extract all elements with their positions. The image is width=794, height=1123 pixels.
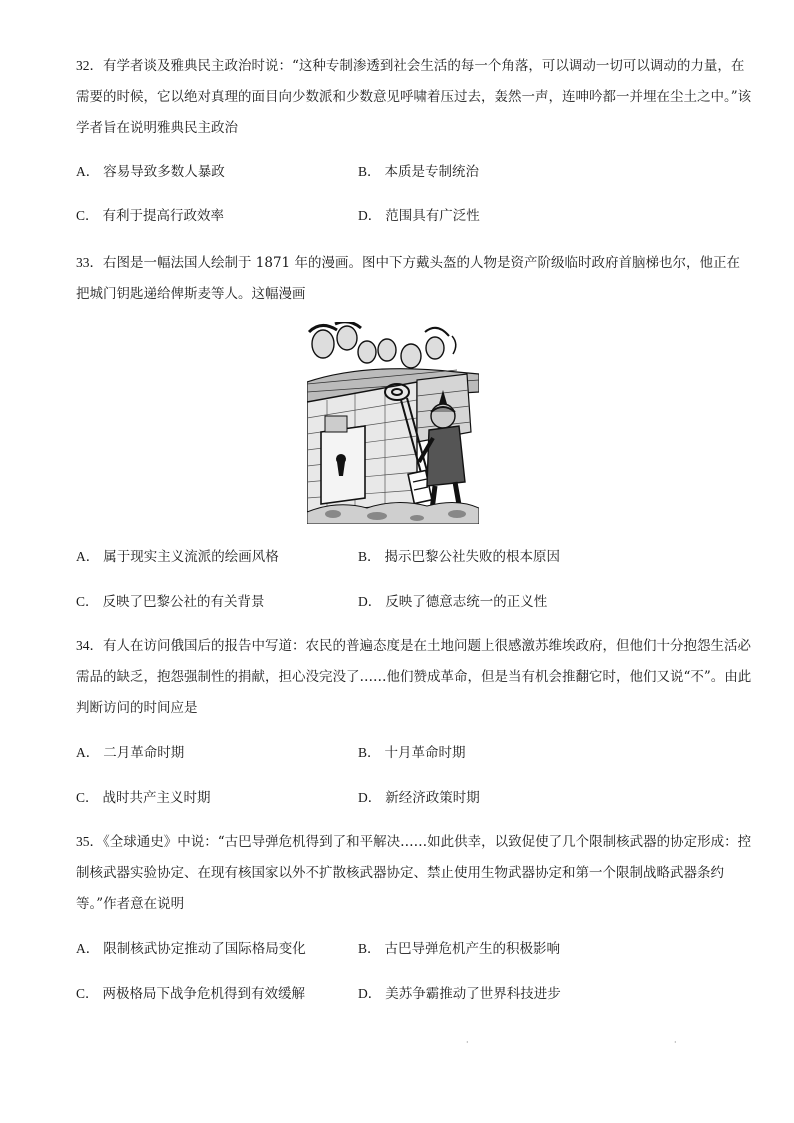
- option-text: 限制核武协定推动了国际格局变化: [103, 941, 306, 957]
- option-c[interactable]: [76, 984, 305, 1004]
- question-number: 33．: [76, 255, 103, 270]
- option-b[interactable]: [358, 743, 466, 763]
- question-35: [76, 826, 752, 920]
- option-a[interactable]: [76, 162, 225, 182]
- option-text: 古巴导弹危机产生的积极影响: [384, 941, 561, 957]
- option-text: 属于现实主义流派的绘画风格: [103, 549, 279, 565]
- question-stem: 有学者谈及雅典民主政治时说：“这种专制渗透到社会生活的每一个角落，可以调动一切可以调动的力量，在需要的时候，它以绝对真理的面目向少数派和少数意见呼啸着压过去，轰然一声，连呻吟都一并埋在尘土之中。”该学者旨在说明雅典民主政治: [76, 58, 752, 136]
- scan-speck: ·: [674, 1038, 677, 1047]
- option-text: 容易导致多数人暴政: [103, 164, 225, 180]
- option-b[interactable]: [358, 939, 560, 959]
- option-letter: D．: [358, 986, 382, 1001]
- question-stem: 有人在访问俄国后的报告中写道：农民的普遍态度是在土地问题上很感激苏维埃政府，但他们十分抱怨生活必需品的缺乏，抱怨强制性的捐献，担心没完没了……他们赞成革命，但是当有机会推翻它时，他们又说“不”。由此判断访问的时间应是: [76, 638, 752, 716]
- option-letter: D．: [358, 208, 382, 223]
- option-a[interactable]: [76, 743, 184, 763]
- scan-speck: ·: [466, 1038, 469, 1047]
- option-letter: B．: [358, 941, 381, 956]
- cartoon-image: [307, 322, 479, 524]
- option-text: 二月革命时期: [103, 745, 185, 761]
- cartoon-1871-icon: [307, 322, 479, 524]
- option-c[interactable]: [76, 592, 265, 612]
- question-33: [76, 247, 752, 310]
- option-text: 两极格局下战争危机得到有效缓解: [102, 986, 306, 1002]
- option-c[interactable]: [76, 206, 224, 226]
- option-d[interactable]: [358, 788, 480, 808]
- question-32: [76, 50, 752, 144]
- question-number: 35．: [76, 834, 103, 849]
- question-stem: 《全球通史》中说：“古巴导弹危机得到了和平解决……如此供幸，以致促使了几个限制核武器的协定形成：控制核武器实验协定、在现有核国家以外不扩散核武器协定、禁止使用生物武器协定和第一个限制战略武器条约等。”作者意在说明: [76, 834, 752, 912]
- option-letter: A．: [76, 941, 100, 956]
- option-text: 战时共产主义时期: [102, 790, 211, 806]
- option-letter: D．: [358, 790, 382, 805]
- question-number: 32．: [76, 58, 103, 73]
- option-text: 范围具有广泛性: [385, 208, 480, 224]
- question-number: 34．: [76, 638, 103, 653]
- option-text: 反映了巴黎公社的有关背景: [102, 594, 265, 610]
- question-34: [76, 630, 752, 724]
- option-letter: A．: [76, 745, 100, 760]
- option-letter: C．: [76, 790, 99, 805]
- option-d[interactable]: [358, 206, 480, 226]
- option-b[interactable]: [358, 162, 479, 182]
- option-letter: C．: [76, 208, 99, 223]
- option-text: 本质是专制统治: [384, 164, 480, 180]
- option-text: 美苏争霸推动了世界科技进步: [385, 986, 561, 1002]
- option-c[interactable]: [76, 788, 211, 808]
- option-d[interactable]: [358, 592, 547, 612]
- option-b[interactable]: [358, 547, 560, 567]
- option-text: 有利于提高行政效率: [102, 208, 225, 224]
- option-a[interactable]: [76, 547, 279, 567]
- option-letter: B．: [358, 745, 381, 760]
- option-letter: D．: [358, 594, 382, 609]
- option-text: 新经济政策时期: [385, 790, 480, 806]
- option-letter: A．: [76, 549, 100, 564]
- option-a[interactable]: [76, 939, 306, 959]
- option-letter: B．: [358, 549, 381, 564]
- option-letter: B．: [358, 164, 381, 179]
- option-text: 揭示巴黎公社失败的根本原因: [384, 549, 561, 565]
- question-stem: 右图是一幅法国人绘制于 1871 年的漫画。图中下方戴头盔的人物是资产阶级临时政府首脑梯也尔，他正在把城门钥匙递给俾斯麦等人。这幅漫画: [76, 255, 740, 302]
- option-letter: A．: [76, 164, 100, 179]
- option-d[interactable]: [358, 984, 561, 1004]
- option-letter: C．: [76, 986, 99, 1001]
- option-text: 十月革命时期: [384, 745, 466, 761]
- option-letter: C．: [76, 594, 99, 609]
- option-text: 反映了德意志统一的正义性: [385, 594, 548, 610]
